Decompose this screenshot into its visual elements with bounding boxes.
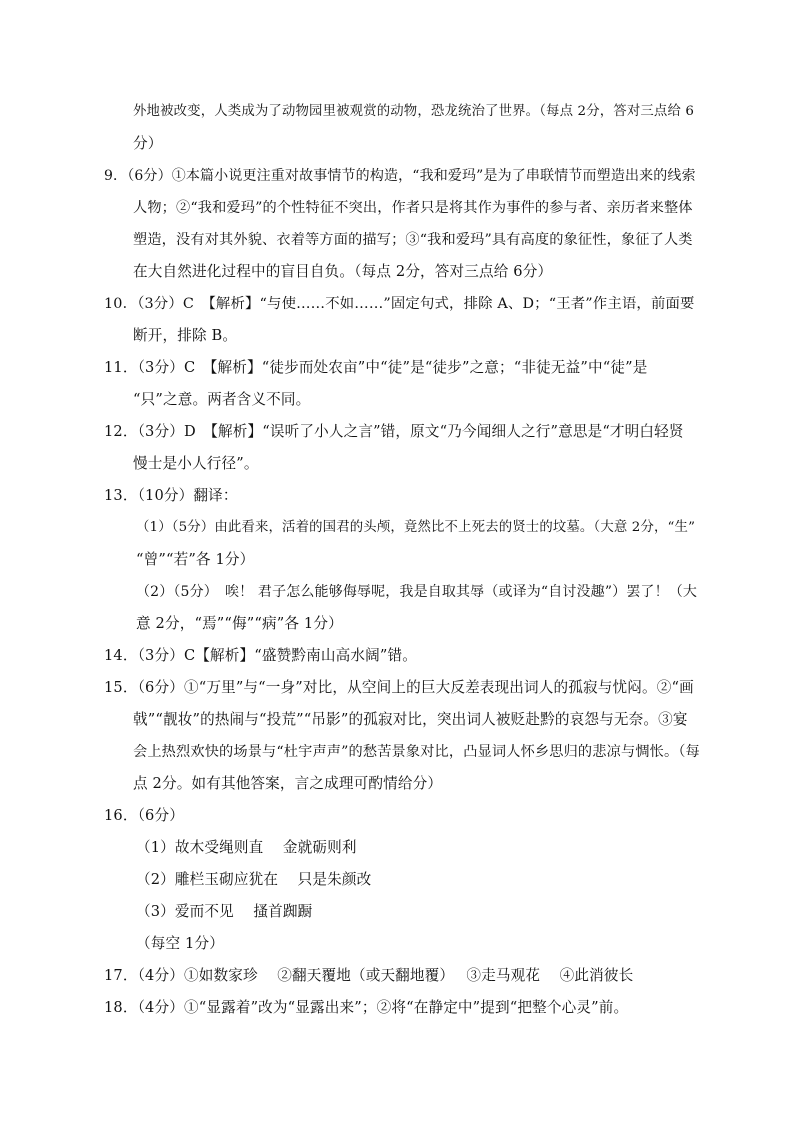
question-16-line: 16．（6分）	[104, 807, 184, 824]
text-line: “曾”“若”各 1分）	[136, 551, 255, 568]
text-line: 点 2分。如有其他答案，言之成理可酌情给分）	[133, 775, 443, 792]
text-line: 慢士是小人行径”。	[133, 455, 259, 472]
text-line: 意 2分，“焉”“侮”“病”各 1分）	[136, 615, 343, 632]
text-line: （每空 1分）	[136, 935, 224, 952]
question-18-line: 18．（4分）①“显露着”改为“显露出来”；②将“在静定中”提到“把整个心灵”前。	[104, 999, 629, 1016]
text-line: 在大自然进化过程中的盲目自负。（每点 2分，答对三点给 6分）	[133, 263, 553, 280]
text-line: 分）	[133, 135, 163, 152]
text-line: （3）爱而不见 搔首踟蹰	[136, 903, 313, 920]
question-15-line: 15．（6分）①“万里”与“一身”对比，从空间上的巨大反差表现出词人的孤寂与忧闷。②“画	[104, 679, 694, 696]
text-line: （2）雕栏玉砌应犹在 只是朱颜改	[136, 871, 372, 888]
text-line: 外地被改变，人类成为了动物园里被观赏的动物，恐龙统治了世界。（每点 2分，答对三点给 6	[133, 104, 695, 119]
question-13-line: 13．（10分）翻译：	[104, 487, 238, 504]
question-17-line: 17．（4分）①如数家珍 ②翻天覆地（或天翻地覆） ③走马观花 ④此消彼长	[104, 967, 634, 984]
text-line: （2）（5分） 唉！ 君子怎么能够侮辱呢，我是自取其辱（或译为“自讨没趣”）罢了！（大	[136, 584, 698, 600]
question-10-line: 10．（3分）C 【解析】“与使……不如……”固定句式，排除 A、D；“王者”作主语，前面要	[104, 296, 695, 312]
question-14-line: 14．（3分）C【解析】“盛赞黔南山高水阔”错。	[104, 647, 417, 664]
question-11-line: 11．（3分）C 【解析】“徒步而处农亩”中“徒”是“徒步”之意；“非徒无益”中“徒”是	[104, 359, 648, 376]
text-line: 人物；②“我和爱玛”的个性特征不突出，作者只是将其作为事件的参与者、亲历者来整体	[133, 200, 693, 216]
text-line: 断开，排除 B。	[133, 327, 238, 344]
question-12-line: 12．（3分）D 【解析】“误听了小人之言”错，原文“乃今闻细人之行”意思是“才明白轻贤	[104, 423, 684, 440]
text-line: 会上热烈欢快的场景与“杜宇声声”的愁苦景象对比，凸显词人怀乡思归的悲凉与惆怅。（每	[133, 744, 700, 760]
question-9-line: 9．（6分）①本篇小说更注重对故事情节的构造，“我和爱玛”是为了串联情节而塑造出来的线索	[104, 168, 696, 184]
text-line: “只”之意。两者含义不同。	[133, 391, 311, 408]
text-line: （1）（5分）由此看来，活着的国君的头颅，竟然比不上死去的贤士的坟墓。（大意 2分，“生”	[136, 520, 696, 535]
text-line: 塑造，没有对其外貌、衣着等方面的描写；③“我和爱玛”具有高度的象征性，象征了人类	[133, 232, 693, 248]
text-line: （1）故木受绳则直 金就砺则利	[136, 839, 357, 856]
text-line: 戟”“靓妆”的热闹与“投荒”“吊影”的孤寂对比，突出词人被贬赴黔的哀怨与无奈。③宴	[133, 711, 688, 728]
